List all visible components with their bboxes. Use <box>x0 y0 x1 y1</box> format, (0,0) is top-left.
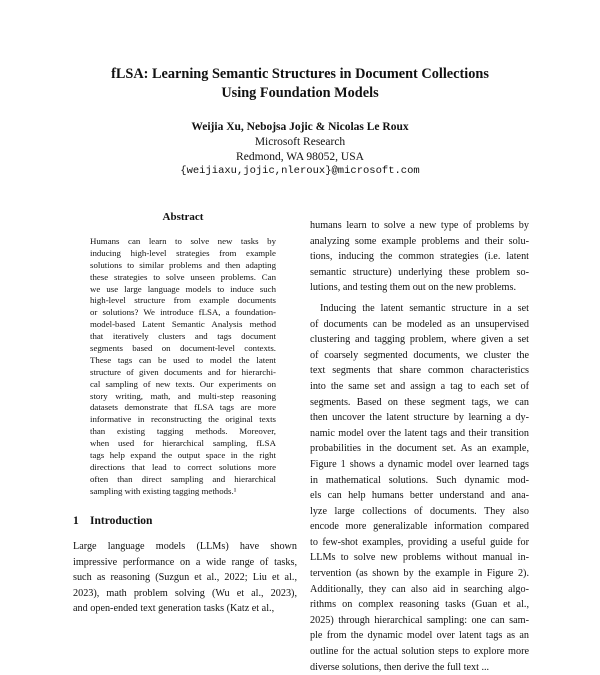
text-line: Large language models (LLMs) have shown <box>73 541 297 552</box>
text-line: model-based Latent Semantic Analysis method <box>90 319 276 330</box>
title-line-2: Using Foundation Models <box>221 85 379 101</box>
paragraph-1 <box>310 218 529 296</box>
affiliation-org: Microsoft Research <box>254 136 346 148</box>
text-line: story writing, math, and multi-step reasoning <box>90 390 276 401</box>
text-line: and open-ended text generation tasks (Katz et al., <box>73 603 275 614</box>
text-line: LLMs to solve new problems without manual in- <box>310 552 529 564</box>
text-line: cal sampling of new texts. Our experiments on <box>90 378 276 389</box>
text-line: clustering and tagging problem, where given a set <box>310 334 529 346</box>
text-line: these strategies to solve unseen problems. Can <box>90 271 276 282</box>
text-line: when used for hierarchical sampling, fLSA <box>90 438 276 449</box>
author-email: {weijiaxu,jojic,nleroux}@microsoft.com <box>180 165 420 177</box>
section-heading-introduction <box>73 515 152 527</box>
text-line: tags help expand the output space in the right <box>90 450 276 461</box>
text-line: 2025) through hierarchical sampling: one can sam- <box>310 614 529 626</box>
text-line: we use large language models to induce such <box>90 283 276 294</box>
text-line: diverse solutions, then derive the full text ... <box>310 661 490 673</box>
text-line: rithms on complex reasoning tasks (Guan et al., <box>310 599 529 611</box>
text-line: such as reasoning (Suzgun et al., 2022; Liu et al., <box>73 572 297 583</box>
text-line: into the same set and assign a tag to each set of <box>310 380 529 392</box>
text-line: probabilities in the document set. As an example, <box>310 443 529 455</box>
text-line: tervention (as shown by the example in Figure 2). <box>310 568 529 580</box>
text-line: informative in reconstructing the original texts <box>90 414 276 425</box>
section-number: 1 <box>73 515 79 527</box>
text-line: segments based on document-level contexts. <box>90 343 276 354</box>
text-line: lyze large collections of documents. They also <box>310 505 529 517</box>
text-line: in mathematical solutions. Such dynamic mod- <box>310 474 529 486</box>
section-title: Introduction <box>90 515 153 527</box>
text-line: then uncover the latent structure by learning a dy- <box>310 412 529 424</box>
text-line: segments. Based on these segment tags, we can <box>310 396 529 408</box>
title-line-1: fLSA: Learning Semantic Structures in Document Collections <box>111 66 489 82</box>
text-line: semantic structure) underlying these problem so- <box>310 266 529 278</box>
text-line: encode more generalizable information compared <box>310 521 529 533</box>
abstract-body <box>90 236 276 498</box>
right-column-body <box>310 218 529 675</box>
text-line: to few-shot examples, providing a useful guide for <box>310 536 529 548</box>
text-line: ple from the dynamic model over latent tags as an <box>310 630 529 642</box>
text-line: text segments that share common characteristics <box>310 365 529 377</box>
text-line: Additionally, they can also aid in searching algo- <box>310 583 529 595</box>
text-line: impressive performance on a wide range of tasks, <box>73 556 297 568</box>
text-line: These tags can be used to model the latent <box>90 354 276 365</box>
text-line: Figure 1 shows a dynamic model over learned tags <box>310 458 529 470</box>
text-line: often than direct sampling and hierarchical <box>90 473 276 484</box>
text-line: than existing tagging methods. Moreover, <box>90 426 276 437</box>
paragraph-2 <box>310 301 529 675</box>
text-line: lutions, and testing them out on the new problems. <box>310 282 516 294</box>
text-line: Humans can learn to solve new tasks by <box>90 236 276 246</box>
text-line: that iteratively clusters and tags document <box>90 331 276 342</box>
text-line: of documents can be modeled as an unsupervised <box>310 318 529 330</box>
text-line: Inducing the latent semantic structure in a set <box>320 302 529 314</box>
text-line: 2023), math problem solving (Wu et al., 2023), <box>73 587 297 599</box>
text-line: directions that lead to correct solutions more <box>90 461 276 472</box>
text-line: of coarsely segmented documents, we cluster the <box>310 349 529 361</box>
text-line: datasets demonstrate that fLSA tags are more <box>90 402 276 413</box>
text-line: or solutions? We introduce fLSA, a foundation- <box>90 307 276 318</box>
author-list: Weijia Xu, Nebojsa Jojic & Nicolas Le Roux <box>191 121 409 133</box>
text-line: solutions to similar problems and then adapting <box>90 259 276 270</box>
paper-title <box>0 65 600 103</box>
text-line: structure of given documents and for hierarchi- <box>90 366 276 377</box>
text-line: high-level structure from example documents <box>90 295 276 306</box>
text-line: inducing high-level strategies from example <box>90 247 276 258</box>
text-line: tions, inducing the common strategies (i.e. latent <box>310 251 529 263</box>
text-line: namic model over the latent tags and their transition <box>310 427 529 439</box>
text-line: sampling with existing tagging methods.¹ <box>90 485 237 496</box>
text-line: outline for the actual solution steps to explore more <box>310 646 529 658</box>
affiliation-city: Redmond, WA 98052, USA <box>236 151 364 163</box>
text-line: humans learn to solve a new type of problems by <box>310 220 529 231</box>
text-line: els can help humans better understand and ana- <box>310 490 529 502</box>
text-line: analyzing some example problems and their solu- <box>310 235 529 247</box>
introduction-body <box>73 539 297 617</box>
abstract-heading: Abstract <box>162 211 204 223</box>
